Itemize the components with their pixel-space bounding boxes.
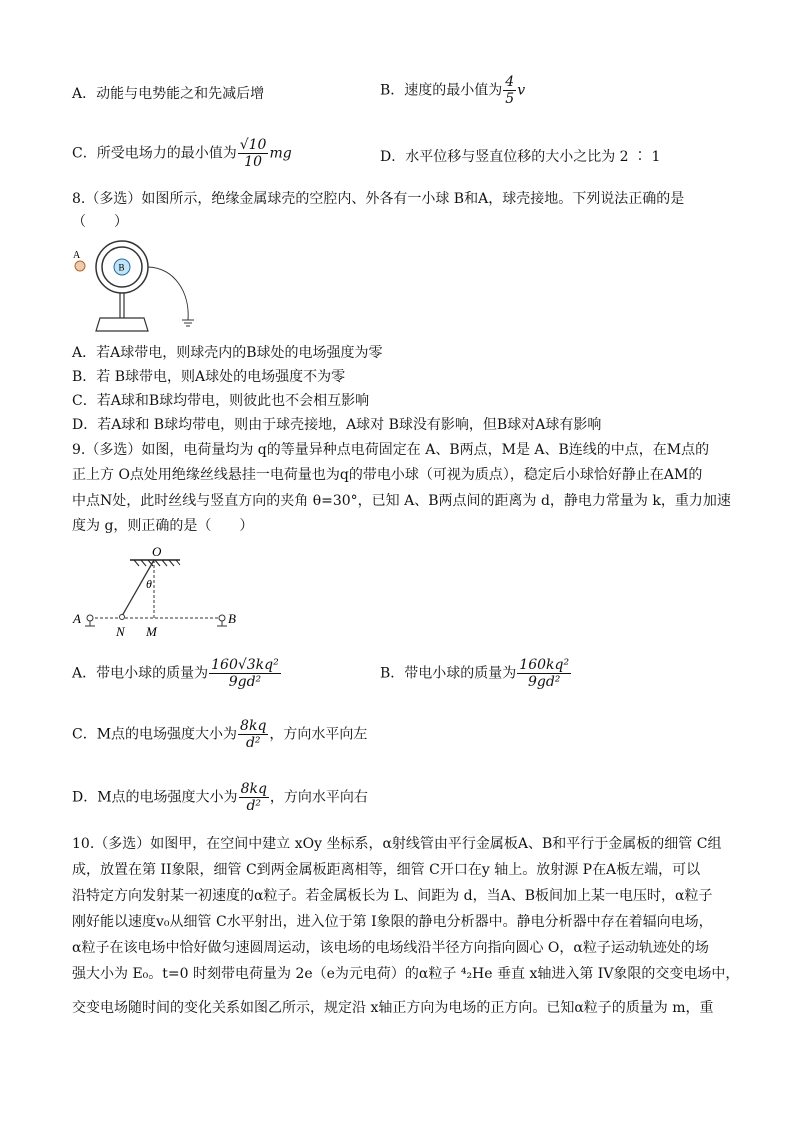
q7-option-a: A．动能与电势能之和先减后增 [72,86,265,102]
fraction-numerator: 8kq [240,718,267,734]
q9-option-d [72,781,368,814]
q10-stem-line-5: α粒子在该电场中恰好做匀速圆周运动，该电场的电场线沿半径方向指向圆心 O，α粒子运动轨迹处的场 [72,940,709,956]
q9-option-d-fraction [239,781,269,814]
q8-option-a: A．若A球带电，则球壳内的B球处的电场强度为零 [72,345,383,361]
q7-option-b [380,74,525,107]
q9-fig-label-a: A [73,611,81,626]
q8-answer-blank: （ ） [72,214,128,230]
q7-option-b-text: B．速度的最小值为 [380,82,503,99]
fraction-numerator: √10 [239,137,267,153]
q9-option-a-text: A．带电小球的质量为 [72,665,209,682]
q7-option-c-var: mg [269,145,292,162]
q10-stem-line-2: 成，放置在第 II象限，细管 C到两金属板距离相等，细管 C开口在y 轴上。放射源 P在A板左端，可以 [72,862,701,878]
q9-stem-line-4: 度为 g，则正确的是（ ） [72,518,254,534]
q9-figure [68,540,248,640]
q7-option-c-text: C．所受电场力的最小值为 [72,145,237,162]
q8-stem: 8.（多选）如图所示，绝缘金属球壳的空腔内、外各有一小球 B和A，球壳接地。下列说法正确的是 [72,191,685,207]
fraction-denominator: 9gd² [527,674,561,690]
q9-fig-label-b: B [228,611,236,626]
q9-option-a-fraction [209,657,281,690]
q9-stem-line-1: 9.（多选）如图，电荷量均为 q的等量异种点电荷固定在 A、B两点，M是 A、B连线的中点，在M点的 [72,442,710,458]
q9-option-d-direction: ，方向水平向右 [269,789,368,806]
fraction-numerator: 8kq [240,781,267,797]
q8-option-b: B．若 B球带电，则A球处的电场强度不为零 [72,369,346,385]
q10-stem-line-4: 刚好能以速度v₀从细管 C水平射出，进入位于第 I象限的静电分析器中。静电分析器中存在着辐向电场， [72,914,713,930]
q10-stem-line-6: 强大小为 E₀。t=0 时刻带电荷量为 2e（e为元电荷）的α粒子 ⁴₂He 垂直 x轴进入第 IV象限的交变电场中， [72,966,740,982]
charged-ball-n [120,615,125,620]
q8-figure [70,238,210,334]
q7-option-b-var: v [517,82,526,99]
fraction-numerator: 160kq² [519,657,570,673]
q9-option-a [72,657,282,690]
q9-option-c-fraction [238,718,268,751]
fraction-numerator: 4 [505,74,515,90]
q10-stem-line-3: 沿特定方向发射某一初速度的α粒子。若金属板长为 L、间距为 d，当A、B板间加上某一电压时，α粒子 [72,888,713,904]
q8-option-c: C．若A球和B球均带电，则彼此也不会相互影响 [72,393,370,409]
q9-option-b-text: B．带电小球的质量为 [380,665,517,682]
q10-stem-line-7: 交变电场随时间的变化关系如图乙所示，规定沿 x轴正方向为电场的正方向。已知α粒子的质量为 m，重 [72,1000,714,1016]
q10-stem-line-1: 10.（多选）如图甲，在空间中建立 xOy 坐标系，α射线管由平行金属板A、B和平行于金属板的细管 C组 [72,836,722,852]
fraction-denominator: 5 [505,91,515,107]
q7-option-d: D．水平位移与竖直位移的大小之比为 2 ∶ 1 [380,149,661,165]
q7-option-c-fraction [238,137,269,170]
q9-fig-label-m: M [146,624,157,639]
q8-fig-label-a: A [73,250,81,261]
q9-fig-label-n: N [116,624,125,639]
charge-b [219,615,225,621]
charge-a [87,615,93,621]
q9-option-c [72,718,367,751]
q9-option-c-direction: ，方向水平向左 [269,726,368,743]
q9-option-d-text: D．M点的电场强度大小为 [72,789,238,806]
q8-option-d: D．若A球和 B球均带电，则由于球壳接地，A球对 B球没有影响，但B球对A球有影响 [72,417,602,433]
ball-a [75,261,85,271]
q9-fig-label-theta: θ [146,577,152,591]
fraction-denominator: d² [245,735,261,751]
q9-option-b-fraction [517,657,571,690]
q7-option-c [72,137,292,170]
q9-stem-line-2: 正上方 O点处用绝缘丝线悬挂一电荷量也为q的带电小球（可视为质点），稳定后小球恰好静止在AM的 [72,467,703,483]
fraction-denominator: d² [246,798,262,814]
ground-wire [148,267,188,320]
q9-fig-label-o: O [152,544,162,559]
q9-option-c-text: C．M点的电场强度大小为 [72,726,238,743]
q7-option-b-fraction [503,74,516,107]
ceiling-hatch [134,560,180,566]
q9-stem-line-3: 中点N处，此时丝线与竖直方向的夹角 θ=30°，已知 A、B两点间的距离为 d，静电力常量为 k，重力加速 [72,493,731,509]
fraction-denominator: 9gd² [228,674,262,690]
q9-option-b [380,657,572,690]
fraction-numerator: 160√3kq² [211,657,279,673]
stand-base [96,318,148,331]
fraction-denominator: 10 [244,154,262,170]
q8-fig-label-b: B [118,262,125,273]
